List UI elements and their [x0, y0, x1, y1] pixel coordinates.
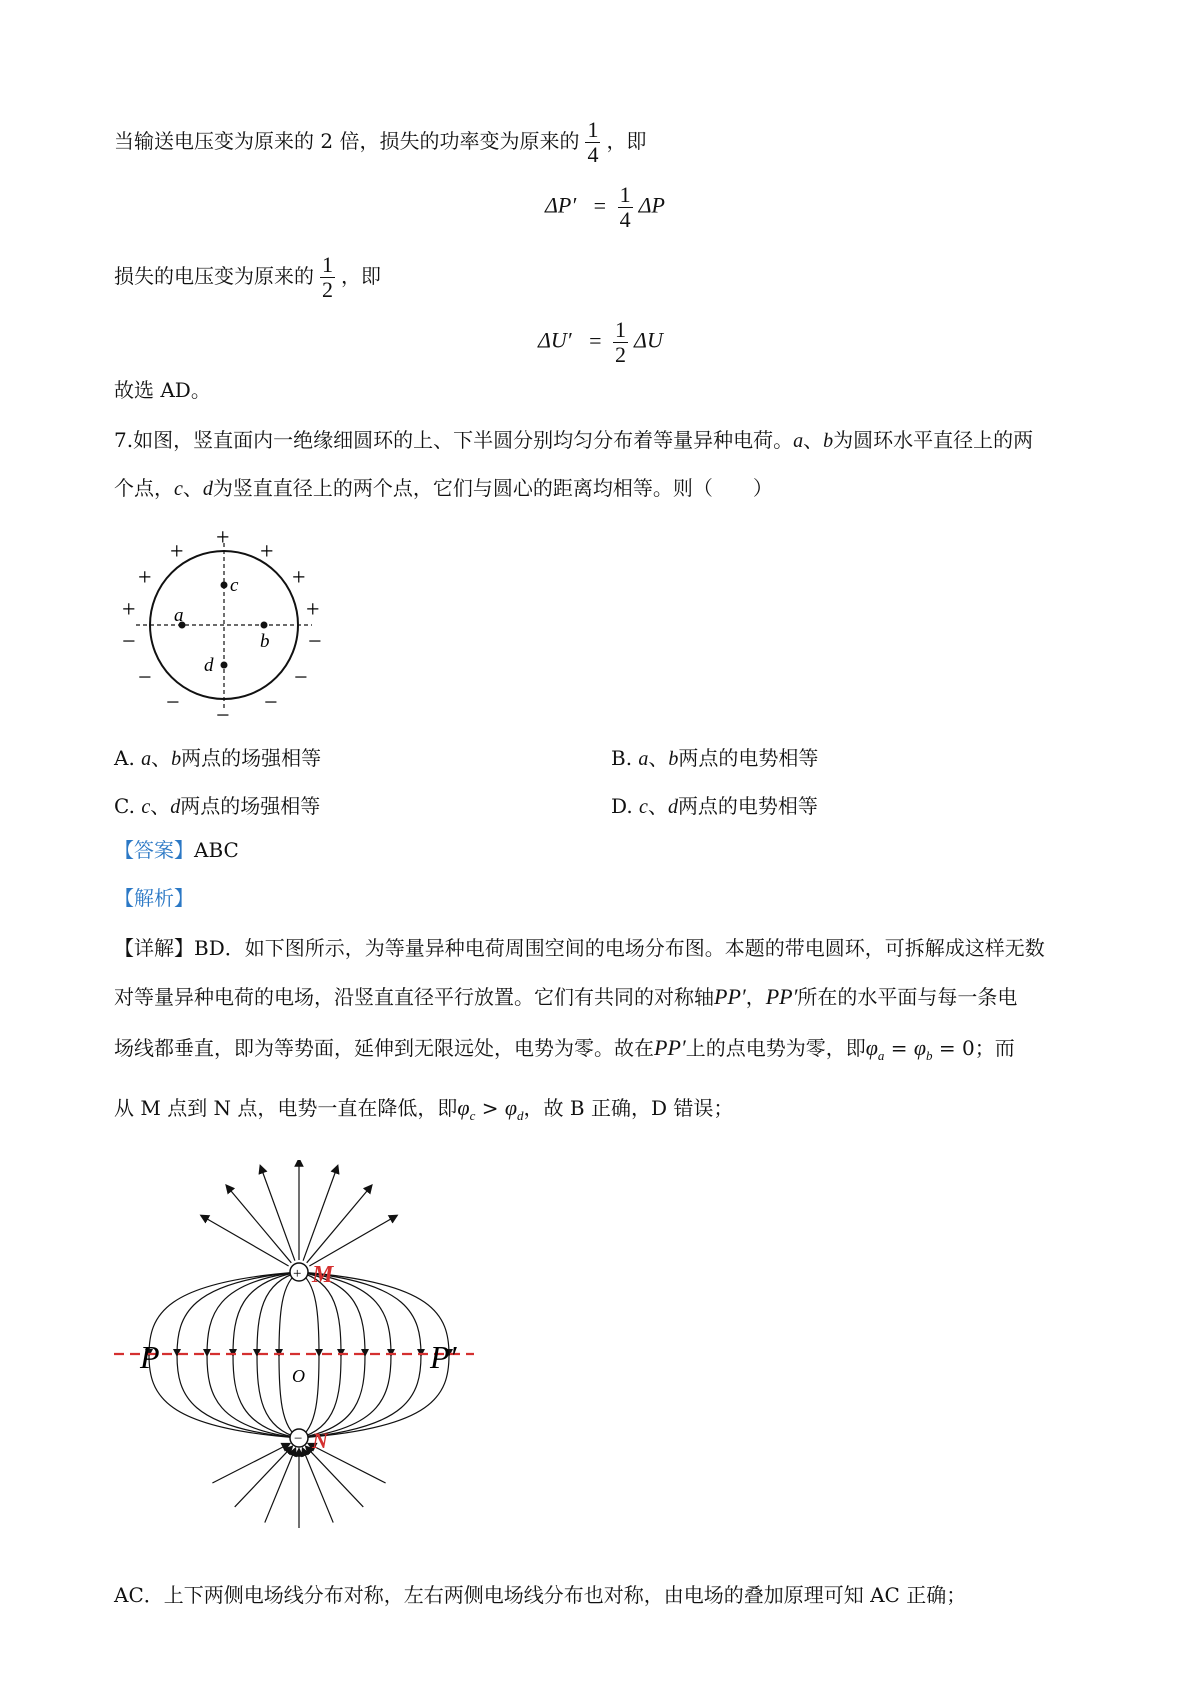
option-text: 两点的电势相等: [678, 746, 819, 770]
text: =: [884, 1036, 914, 1060]
option-prefix: B.: [611, 746, 639, 770]
text: 个点，: [114, 476, 174, 500]
paragraph-voltage-loss: [114, 253, 381, 302]
paragraph-text: 当输送电压变为原来的 2 倍，损失的功率变为原来的: [114, 129, 580, 154]
equation-rhs: ΔU: [634, 327, 663, 353]
phi: φ: [504, 1095, 518, 1120]
text: ，故 B 正确，D 错误；: [523, 1096, 734, 1120]
sub: b: [926, 1048, 933, 1063]
sep: 、: [151, 746, 172, 770]
text: 为圆环水平直径上的两: [833, 428, 1034, 452]
sep: 、: [648, 746, 669, 770]
label-n: N: [312, 1428, 328, 1453]
question-7-line-1: [114, 430, 1033, 451]
denominator: 4: [619, 207, 631, 233]
label-b: b: [260, 631, 270, 652]
paragraph-power-loss: [114, 118, 646, 167]
numerator: 1: [322, 252, 333, 277]
paragraph-text: 损失的电压变为原来的: [114, 264, 314, 289]
var: c: [639, 796, 648, 818]
var: c: [174, 478, 183, 500]
text: 7.如图，竖直面内一绝缘细圆环的上、下半圆分别均匀分布着等量异种电荷。: [114, 428, 794, 452]
plus-sign: +: [122, 597, 136, 623]
option-d[interactable]: [611, 790, 818, 819]
axis-pp: PP′: [654, 1035, 686, 1060]
paragraph-tail: ，即: [606, 129, 647, 154]
answer-line: [114, 840, 239, 860]
text: >: [475, 1096, 505, 1120]
sep: 、: [647, 794, 668, 818]
var: a: [141, 748, 152, 770]
denominator: 2: [615, 342, 627, 368]
detail-line-2: [114, 986, 1017, 1008]
equals-sign: =: [593, 192, 607, 218]
analysis-tag: [114, 888, 194, 908]
minus-sign: −: [308, 629, 322, 655]
sub: c: [469, 1108, 476, 1123]
numerator: 1: [615, 317, 627, 342]
var: b: [171, 748, 182, 770]
fraction: [613, 318, 628, 367]
plus-sign: +: [306, 597, 320, 623]
option-text: 两点的场强相等: [181, 746, 322, 770]
equation-lhs: ΔP′: [545, 192, 577, 218]
var: c: [141, 796, 151, 818]
equation-power: [545, 183, 665, 232]
text: 从 M 点到 N 点，电势一直在降低，即: [114, 1096, 458, 1120]
detail-line-1: 【详解】BD．如下图所示，为等量异种电荷周围空间的电场分布图。本题的带电圆环，可拆解成这样无数: [114, 936, 1045, 960]
option-text: 两点的电势相等: [677, 794, 818, 818]
text: 场线都垂直，即为等势面，延伸到无限远处，电势为零。故在: [114, 1036, 654, 1060]
var: a: [638, 748, 649, 770]
field-arrow: [315, 1349, 323, 1357]
minus-sign: −: [166, 690, 180, 716]
text: ，: [745, 985, 766, 1009]
detail-line-3: [114, 1037, 1015, 1062]
sub: a: [877, 1048, 885, 1063]
phi: φ: [457, 1095, 470, 1120]
paragraph-tail: ，即: [341, 264, 381, 289]
label-d: d: [204, 655, 214, 676]
text: 所在的水平面与每一条电: [797, 985, 1018, 1009]
var: d: [170, 796, 181, 818]
text: 、: [182, 476, 203, 500]
label-c: c: [230, 575, 239, 596]
dipole-field-figure: [114, 1160, 474, 1530]
axis-pp: PP′: [765, 984, 798, 1009]
option-a[interactable]: [114, 742, 321, 771]
minus-sign: −: [264, 690, 278, 716]
option-c[interactable]: [114, 790, 320, 819]
var: d: [667, 796, 678, 818]
equation-rhs: ΔP: [638, 192, 665, 218]
fraction: [618, 183, 633, 232]
var: d: [202, 478, 213, 500]
var: a: [793, 430, 804, 452]
conclusion-ad: 故选 AD。: [114, 378, 211, 402]
denominator: 4: [587, 142, 599, 168]
field-line: [265, 1451, 294, 1522]
charge-m-sign: +: [293, 1266, 302, 1282]
answer-value: ABC: [194, 838, 239, 862]
label-o: O: [292, 1366, 305, 1386]
label-a: a: [174, 605, 184, 626]
question-7-line-2: [114, 478, 773, 499]
answer-tag: 【答案】: [114, 838, 194, 862]
label-p-prime: P′: [430, 1339, 457, 1375]
text: ；而: [974, 1036, 1015, 1060]
equation-lhs: ΔU′: [538, 327, 572, 353]
text: = 0: [932, 1036, 975, 1060]
label-p: P: [140, 1339, 160, 1375]
phi: φ: [913, 1035, 927, 1060]
text: 上的点电势为零，即: [685, 1036, 866, 1060]
fraction: [585, 118, 600, 167]
field-line: [304, 1451, 333, 1522]
point-d: [221, 662, 228, 669]
plus-sign: +: [216, 525, 230, 551]
sub: d: [517, 1108, 524, 1123]
equation-voltage: [538, 318, 663, 367]
analysis-label: 【解析】: [114, 886, 194, 910]
final-paragraph: AC．上下两侧电场线分布对称，左右两侧电场线分布也对称，由电场的叠加原理可知 AC 正确；: [114, 1583, 967, 1607]
option-prefix: C.: [114, 794, 142, 818]
fraction: [320, 253, 335, 302]
plus-sign: +: [292, 565, 306, 591]
option-b[interactable]: [611, 742, 818, 771]
minus-sign: −: [294, 665, 308, 691]
field-line: [207, 1272, 299, 1438]
minus-sign: −: [216, 703, 230, 725]
detail-line-4: [114, 1097, 733, 1122]
point-b: [261, 622, 268, 629]
axis-pp: PP′: [714, 984, 746, 1009]
var: b: [823, 430, 834, 452]
field-arrow: [203, 1349, 211, 1357]
option-prefix: D.: [611, 794, 640, 818]
charge-n-sign: −: [294, 1431, 303, 1447]
plus-sign: +: [138, 565, 152, 591]
point-c: [221, 582, 228, 589]
option-text: 两点的场强相等: [180, 794, 321, 818]
denominator: 2: [322, 277, 333, 303]
var: b: [668, 748, 679, 770]
field-lines: [145, 1162, 453, 1528]
text: 对等量异种电荷的电场，沿竖直直径平行放置。它们有共同的对称轴: [114, 985, 714, 1009]
text: 、: [803, 428, 824, 452]
plus-sign: +: [170, 539, 184, 565]
field-line: [309, 1217, 394, 1266]
option-prefix: A.: [114, 746, 142, 770]
phi: φ: [865, 1035, 878, 1060]
minus-sign: −: [138, 665, 152, 691]
field-line: [204, 1217, 289, 1266]
label-m: M: [312, 1262, 334, 1288]
numerator: 1: [619, 182, 631, 207]
text: 为竖直直径上的两个点，它们与圆心的距离均相等。则（ ）: [212, 476, 773, 500]
charged-ring-figure: [114, 525, 334, 725]
equals-sign: =: [589, 327, 602, 353]
sep: 、: [150, 794, 171, 818]
plus-sign: +: [260, 539, 274, 565]
numerator: 1: [587, 117, 599, 142]
minus-sign: −: [122, 629, 136, 655]
